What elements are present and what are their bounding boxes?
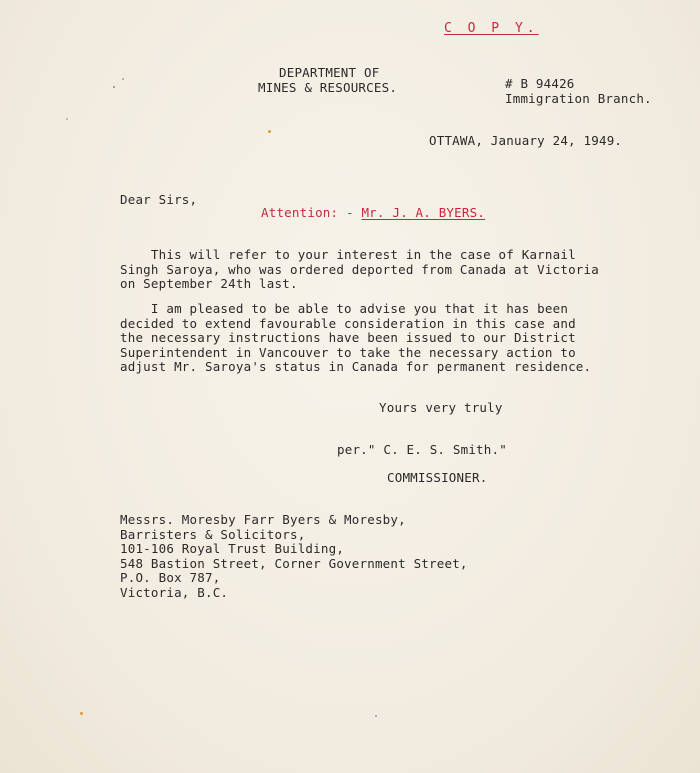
paper-speck <box>375 715 377 717</box>
valediction: Yours very truly <box>379 400 503 415</box>
paper-speck <box>268 130 271 133</box>
paper-speck <box>80 712 83 715</box>
dateline: OTTAWA, January 24, 1949. <box>429 133 623 148</box>
attention-name: Mr. J. A. BYERS. <box>361 205 486 220</box>
department-line-2: MINES & RESOURCES. <box>258 80 398 95</box>
recipient-address: Messrs. Moresby Farr Byers & Moresby, Barristers & Solicitors, 101-106 Royal Trust Building, 548 Bastion Street, Corner Government Street, P.O. Box 787, Victoria, B.C. <box>120 512 468 600</box>
paper-speck <box>66 118 68 120</box>
signatory-title: COMMISSIONER. <box>387 470 488 485</box>
attention-line <box>261 205 485 220</box>
branch-name: Immigration Branch. <box>505 91 652 106</box>
salutation: Dear Sirs, <box>120 192 198 207</box>
copy-stamp: C O P Y. <box>444 21 539 36</box>
paper-speck <box>122 78 124 80</box>
body-paragraph-2: I am pleased to be able to advise you that it has been decided to extend favourable consideration in this case and the necessary instructions have been issued to our District Superintendent in Vancouver to take the necessary action to adjust Mr. Saroya's status in Canada for permanent residence. <box>120 301 592 374</box>
reference-number: # B 94426 <box>505 76 575 91</box>
attention-prefix: Attention: - <box>261 205 362 220</box>
paper-speck <box>113 86 115 88</box>
body-paragraph-1: This will refer to your interest in the case of Karnail Singh Saroya, who was ordered deported from Canada at Victoria on September 24th last. <box>120 247 599 291</box>
signature-line: per." C. E. S. Smith." <box>337 442 507 457</box>
department-line-1: DEPARTMENT OF <box>279 65 380 80</box>
